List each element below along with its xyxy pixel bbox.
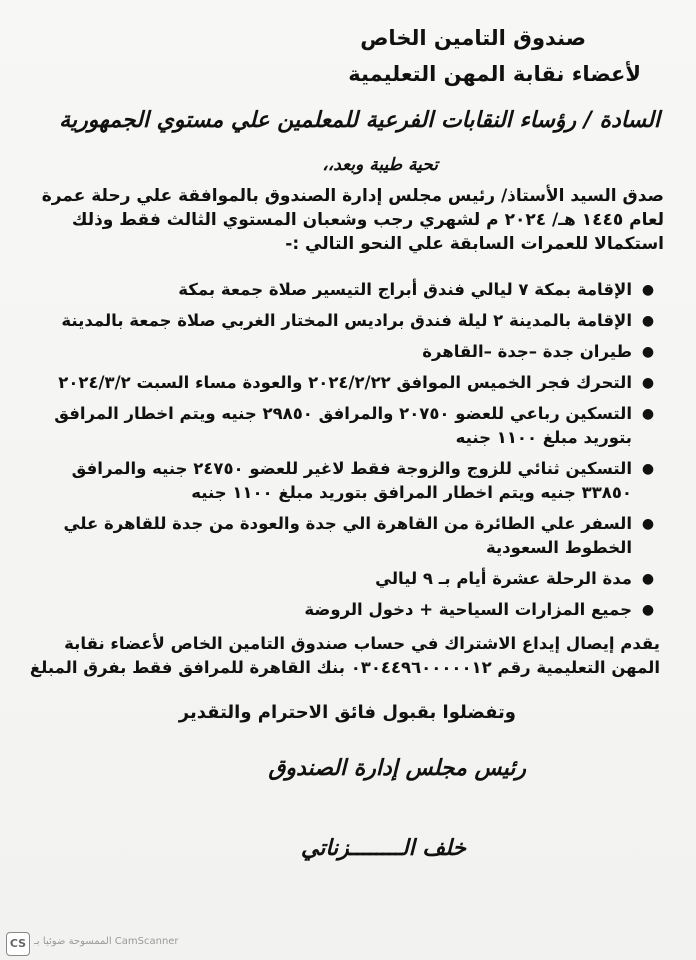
header-syndicate-name: لأعضاء نقابة المهن التعليمية bbox=[348, 62, 641, 86]
bullet-icon: ● bbox=[641, 375, 655, 391]
bullet-icon: ● bbox=[641, 461, 655, 477]
addressee-line: السادة / رؤساء النقابات الفرعية للمعلمين علي مستوي الجمهورية bbox=[59, 108, 660, 133]
bullet-icon: ● bbox=[641, 406, 655, 422]
list-item: ● طيران جدة –جدة –القاهرة bbox=[38, 340, 658, 364]
signature-name: خلف الــــــــزناتي bbox=[300, 836, 466, 861]
payment-note-paragraph: يقدم إيصال إيداع الاشتراك في حساب صندوق التامين الخاص لأعضاء نقابة المهن التعليمية رقم ٠٣٠٤٤٩٦٠٠٠٠٠١٢ بنك القاهرة للمرافق فقط بفرق المبلغ bbox=[29, 634, 660, 677]
list-item: ● السفر علي الطائرة من القاهرة الي جدة والعودة من جدة للقاهرة علي الخطوط السعودية bbox=[38, 512, 658, 560]
greeting-line: تحية طيبة وبعد،، bbox=[322, 155, 438, 175]
list-item: ● التسكين ثنائي للزوج والزوجة فقط لاغير للعضو ٢٤٧٥٠ جنيه والمرافق ٣٣٨٥٠ جنيه ويتم اخطار المرافق بتوريد مبلغ ١١٠٠ جنيه bbox=[38, 457, 658, 505]
list-item: ● جميع المزارات السياحية + دخول الروضة bbox=[38, 598, 658, 622]
intro-paragraph: صدق السيد الأستاذ/ رئيس مجلس إدارة الصندوق بالموافقة علي رحلة عمرة لعام ١٤٤٥ هـ/ ٢٠٢٤ م لشهري رجب وشعبان المستوي الثالث فقط وذلك استكمالا للعمرات السابقة علي النحو التالي :- bbox=[41, 186, 664, 254]
trip-details-list bbox=[38, 278, 658, 629]
bullet-icon: ● bbox=[641, 516, 655, 532]
list-item: ● التحرك فجر الخميس الموافق ٢٠٢٤/٢/٢٢ والعودة مساء السبت ٢٠٢٤/٣/٢ bbox=[38, 371, 658, 395]
bullet-icon: ● bbox=[641, 344, 655, 360]
closing-line: وتفضلوا بقبول فائق الاحترام والتقدير bbox=[178, 702, 516, 723]
bullet-icon: ● bbox=[641, 282, 655, 298]
header-fund-name: صندوق التامين الخاص bbox=[360, 26, 586, 50]
list-item: ● الإقامة بمكة ٧ ليالي فندق أبراج التيسير صلاة جمعة بمكة bbox=[38, 278, 658, 302]
list-item: ● مدة الرحلة عشرة أيام بـ ٩ ليالي bbox=[38, 567, 658, 591]
camscanner-watermark-text: CamScanner الممسوحة ضوئيا بـ bbox=[34, 936, 179, 947]
bullet-icon: ● bbox=[641, 602, 655, 618]
list-item: ● الإقامة بالمدينة ٢ ليلة فندق براديس المختار الغربي صلاة جمعة بالمدينة bbox=[38, 309, 658, 333]
signature-title: رئيس مجلس إدارة الصندوق bbox=[268, 756, 526, 781]
camscanner-logo-icon: CS bbox=[6, 932, 30, 956]
bullet-icon: ● bbox=[641, 313, 655, 329]
list-item: ● التسكين رباعي للعضو ٢٠٧٥٠ والمرافق ٢٩٨٥٠ جنيه ويتم اخطار المرافق بتوريد مبلغ ١١٠٠ جنيه bbox=[38, 402, 658, 450]
bullet-icon: ● bbox=[641, 571, 655, 587]
